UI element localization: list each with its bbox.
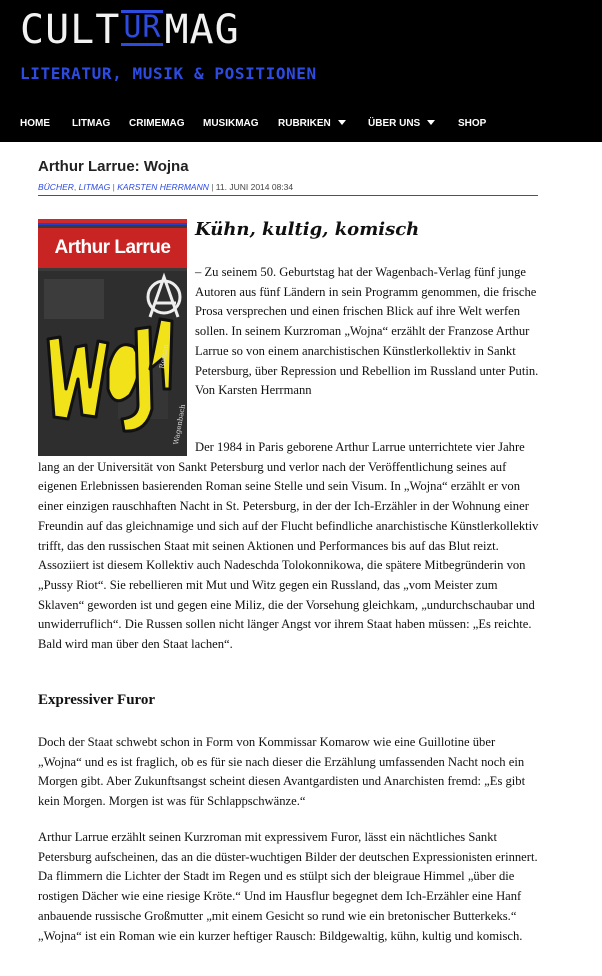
meta-separator: | bbox=[208, 182, 216, 192]
float-spacer bbox=[38, 438, 195, 456]
cover-author: Arthur Larrue bbox=[54, 237, 171, 258]
book-cover-image bbox=[38, 219, 187, 456]
article-meta bbox=[38, 182, 538, 196]
author-link[interactable]: KARSTEN HERRMANN bbox=[117, 182, 209, 192]
site-logo[interactable] bbox=[20, 6, 240, 54]
category-link-litmag[interactable]: LITMAG bbox=[78, 182, 111, 192]
nav-item-musikmag[interactable] bbox=[203, 118, 259, 129]
logo-text-left: CULT bbox=[20, 7, 121, 53]
chevron-down-icon bbox=[427, 120, 435, 125]
site-tagline: LITERATUR, MUSIK & POSITIONEN bbox=[20, 64, 317, 83]
main-nav bbox=[0, 112, 602, 136]
cover-artwork bbox=[38, 219, 187, 456]
article-paragraph-1 bbox=[38, 438, 540, 655]
nav-item-rubriken[interactable] bbox=[278, 118, 346, 129]
nav-item-ueber-uns[interactable] bbox=[368, 118, 435, 129]
article-date: 11. JUNI 2014 08:34 bbox=[215, 182, 294, 192]
nav-label: HOME bbox=[20, 118, 50, 129]
article-paragraph-3: Arthur Larrue erzählt seinen Kurzroman mit expressivem Furor, lässt ein nächtliches Sankt Petersburg aufscheinen, das an die düster-wuchtigen Bilder der deutschen Expressionisten erinnert. Da flimmern die Lichter der Stadt im Regen und es stülpt sich der bleigraue Himmel „über die rostigen Dächer wie eine riesige Kröte.“ Und im Hausflur begegnet dem Ich-Erzähler eine Hanf anbauende russische Großmutter „mit einem Gesicht so rund wie ein bretonischer Butterkeks.“ „Wojna“ ist ein Roman wie ein kurzer heftiger Rausch: Bildgewaltig, kühn, kultig und komisch. bbox=[38, 830, 538, 943]
nav-item-shop[interactable] bbox=[458, 118, 486, 129]
logo-text-right: MAG bbox=[164, 7, 240, 53]
chevron-down-icon bbox=[338, 120, 346, 125]
meta-separator: , bbox=[73, 182, 79, 192]
nav-item-crimemag[interactable] bbox=[129, 118, 185, 129]
article-title: Arthur Larrue: Wojna bbox=[38, 158, 189, 175]
nav-item-litmag[interactable] bbox=[72, 118, 110, 129]
nav-item-home[interactable] bbox=[20, 118, 50, 129]
meta-separator: | bbox=[110, 182, 118, 192]
nav-label: MUSIKMAG bbox=[203, 118, 259, 129]
site-header bbox=[0, 0, 602, 142]
nav-label: ÜBER UNS bbox=[368, 118, 421, 129]
nav-label: LITMAG bbox=[72, 118, 111, 129]
logo-text-mid: UR bbox=[123, 10, 162, 45]
paragraph-text: Der 1984 in Paris geborene Arthur Larrue unterrichtete vier Jahre lang an der Universität von Sankt Petersburg und verlor nach der Veröffentlichung seines auf eigenen Erlebnissen basierenden Roman seine Stelle und sein Visum. In „Wojna“ erzählt er von einer einzigen rauschhaften Nacht in St. Petersburg, in der der Ich-Erzähler in der Wohnung einer Freundin auf das gleichnamige und sich auf der Flucht befindliche anarchistische Künstlerkollektiv trifft, das den russischen Staat mit seinen Aktionen und Performances bis auf das Blut reizt. Assoziiert ist diesem Kollektiv auch Nadeschda Tolokonnikowa, die spätere Mitbegründerin von „Pussy Riot“. Sie rebellieren mit Mut und Witz gegen ein Russland, das „vom Meister zum Sklaven“ geworden ist und gegen eine Miliz, die der Vorsehung gleichkam, „undurchschaubar und unwiderruflich“. Die Russen sollen nicht länger Angst vor ihrem Staat haben müssen: „Es reichte. Bald wird man über den Staat lachen“. bbox=[38, 440, 539, 652]
article-lead-paragraph: – Zu seinem 50. Geburtstag hat der Wagenbach-Verlag fünf junge Autoren aus fünf Ländern in sein Programm genommen, die frische Prosa versprechen und einen frischen Blick auf ihre Welt werfen sollen. In seinem Kurzroman „Wojna“ erzählt der Franzose Arthur Larrue so von einem anarchistischen Künstlerkollektiv in Sankt Petersburg, über Repression und Rebellion im Russland unter Putin. Von Karsten Herrmann bbox=[195, 265, 539, 398]
article-paragraph-2: Doch der Staat schwebt schon in Form von Kommissar Komarow wie eine Guillotine über „Wojna“ und es ist fraglich, ob es für sie nach dieser die Erzählung umfassenden Nacht noch ein Morgen gibt. Aber Zukunftsangst scheint diesen Avantgardisten und Anarchisten fremd: „Es gibt kein Morgen. Morgen ist was für Schlappschwänze.“ bbox=[38, 735, 526, 809]
category-link-buecher[interactable]: BÜCHER bbox=[38, 182, 74, 192]
nav-label: RUBRIKEN bbox=[278, 118, 331, 129]
article-lead-title: Kühn, kultig, komisch bbox=[195, 219, 420, 240]
article-subheading: Expressiver Furor bbox=[38, 692, 156, 708]
cover-genre: Roman bbox=[158, 343, 171, 370]
cover-publisher: Wagenbach bbox=[172, 403, 187, 446]
nav-label: SHOP bbox=[458, 118, 487, 129]
nav-label: CRIMEMAG bbox=[129, 118, 185, 129]
